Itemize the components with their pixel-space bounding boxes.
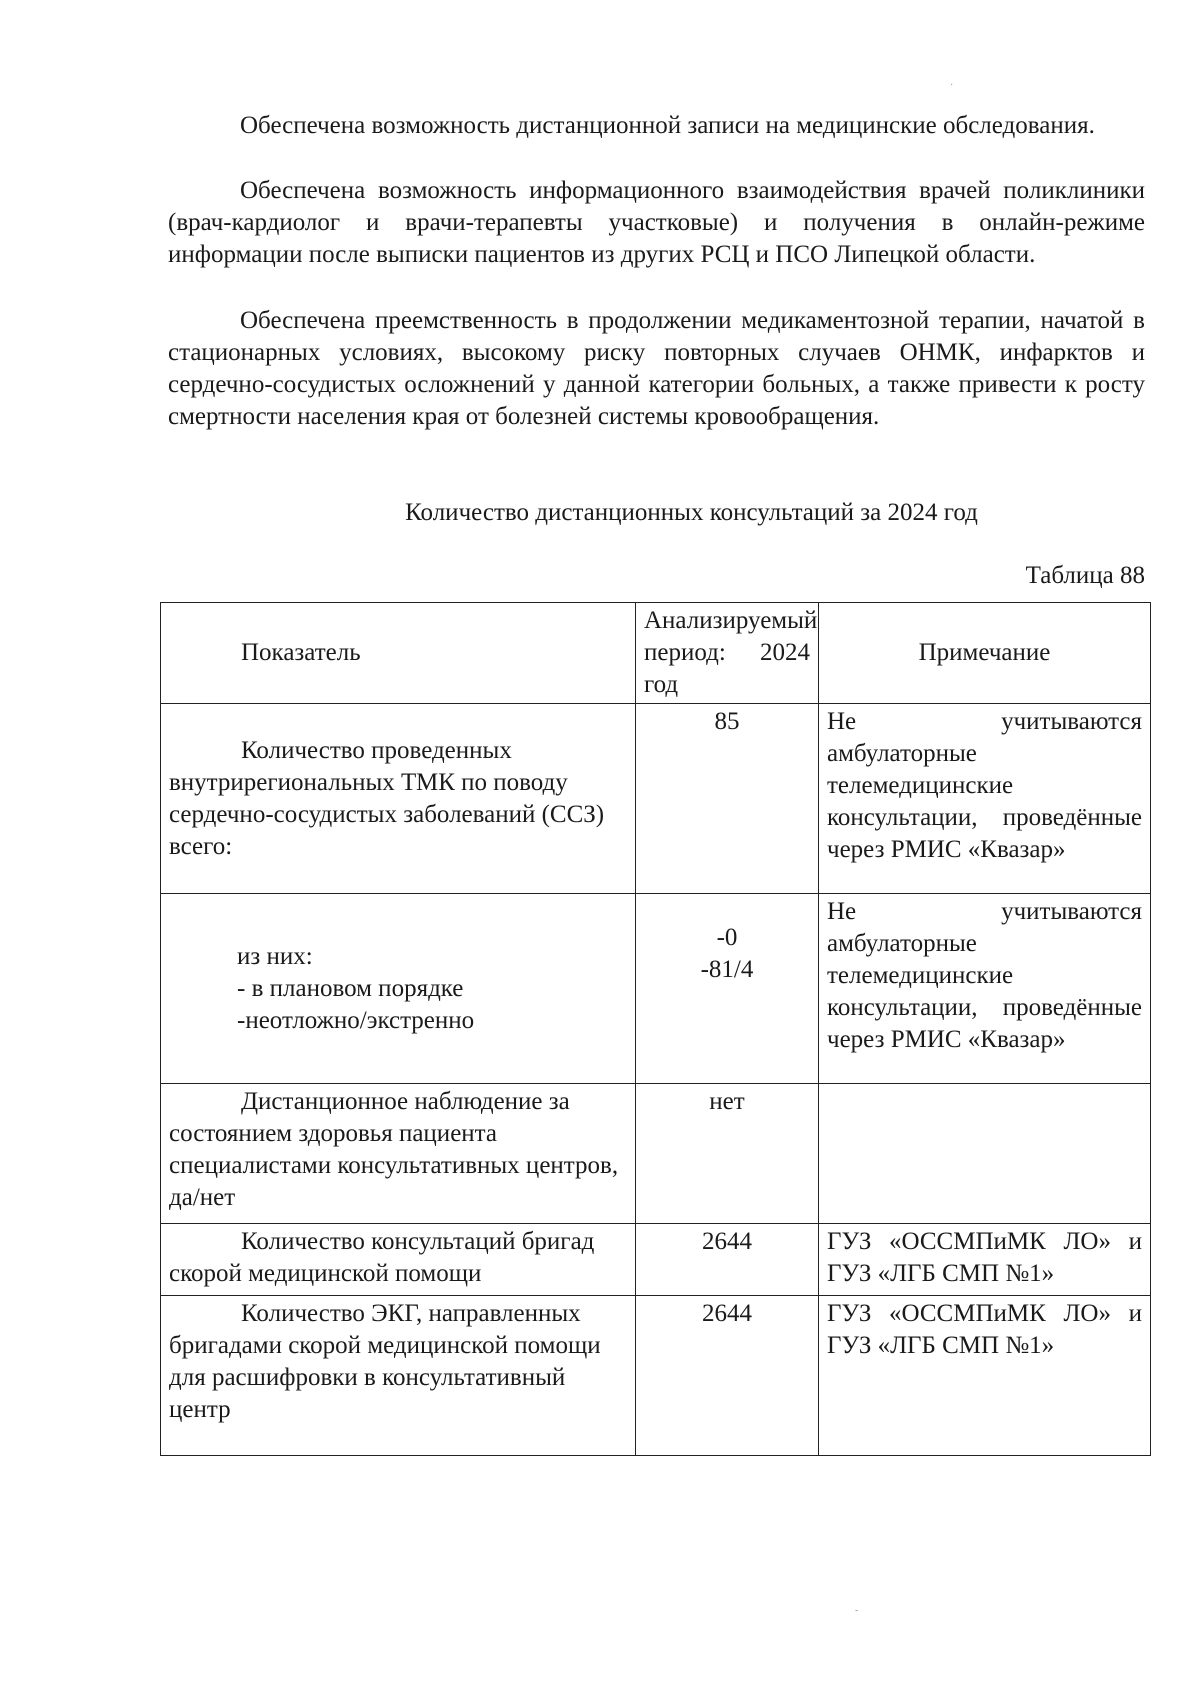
table-row: [161, 1224, 1151, 1296]
header-note: Примечание: [819, 603, 1151, 704]
table-caption: Количество дистанционных консультаций за 2024 год: [405, 499, 978, 526]
consultations-table: [160, 602, 1151, 1456]
header-period: Анализируемый период: 2024 год: [636, 603, 819, 704]
paragraph-1: Обеспечена возможность дистанционной записи на медицинские обследования.: [240, 112, 1095, 139]
row3-note: [819, 1084, 1151, 1224]
header-indicator: Показатель: [161, 603, 636, 704]
table-row: [161, 1084, 1151, 1224]
row3-indicator: Дистанционное наблюдение за состоянием здоровья пациента специалистами консультативных центров, да/нет: [161, 1084, 636, 1224]
table-row: [161, 894, 1151, 1084]
table-row: [161, 1296, 1151, 1456]
row5-indicator: Количество ЭКГ, направленных бригадами скорой медицинской помощи для расшифровки в консультативный центр: [161, 1296, 636, 1456]
row4-note: ГУЗ «ОССМПиМК ЛО» и ГУЗ «ЛГБ СМП №1»: [819, 1224, 1151, 1296]
row2-note: Не учитываются амбулаторные телемедицинские консультации, проведённые через РМИС «Квазар»: [819, 894, 1151, 1084]
table-number: Таблица 88: [1025, 562, 1145, 589]
row2-value: -0 -81/4: [636, 894, 819, 1084]
paragraph-2: Обеспечена возможность информационного взаимодействия врачей поликлиники (врач-кардиолог и врачи-терапевты участковые) и получения в онлайн-режиме информации после выписки пациентов из других РСЦ и ПСО Липецкой области.: [168, 177, 1145, 268]
scan-speck: ·: [950, 80, 954, 91]
row5-value: 2644: [636, 1296, 819, 1456]
row4-indicator: Количество консультаций бригад скорой медицинской помощи: [161, 1224, 636, 1296]
row5-note: ГУЗ «ОССМПиМК ЛО» и ГУЗ «ЛГБ СМП №1»: [819, 1296, 1151, 1456]
row4-value: 2644: [636, 1224, 819, 1296]
row1-note: Не учитываются амбулаторные телемедицинские консультации, проведённые через РМИС «Квазар»: [819, 704, 1151, 894]
paragraph-3: Обеспечена преемственность в продолжении медикаментозной терапии, начатой в стационарных условиях, высокому риску повторных случаев ОНМК, инфарктов и сердечно-сосудистых осложнений у данной категории больных, а также привести к росту смертности населения края от болезней системы кровообращения.: [168, 307, 1145, 430]
row3-value: нет: [636, 1084, 819, 1224]
table-header-row: [161, 603, 1151, 704]
row1-value: 85: [636, 704, 819, 894]
table-row: [161, 704, 1151, 894]
row2-indicator: из них: - в плановом порядке -неотложно/экстренно: [161, 894, 636, 1084]
scan-speck: -: [855, 1605, 859, 1616]
row1-indicator: Количество проведенных внутрирегиональных ТМК по поводу сердечно-сосудистых заболеваний (ССЗ) всего:: [161, 704, 636, 894]
